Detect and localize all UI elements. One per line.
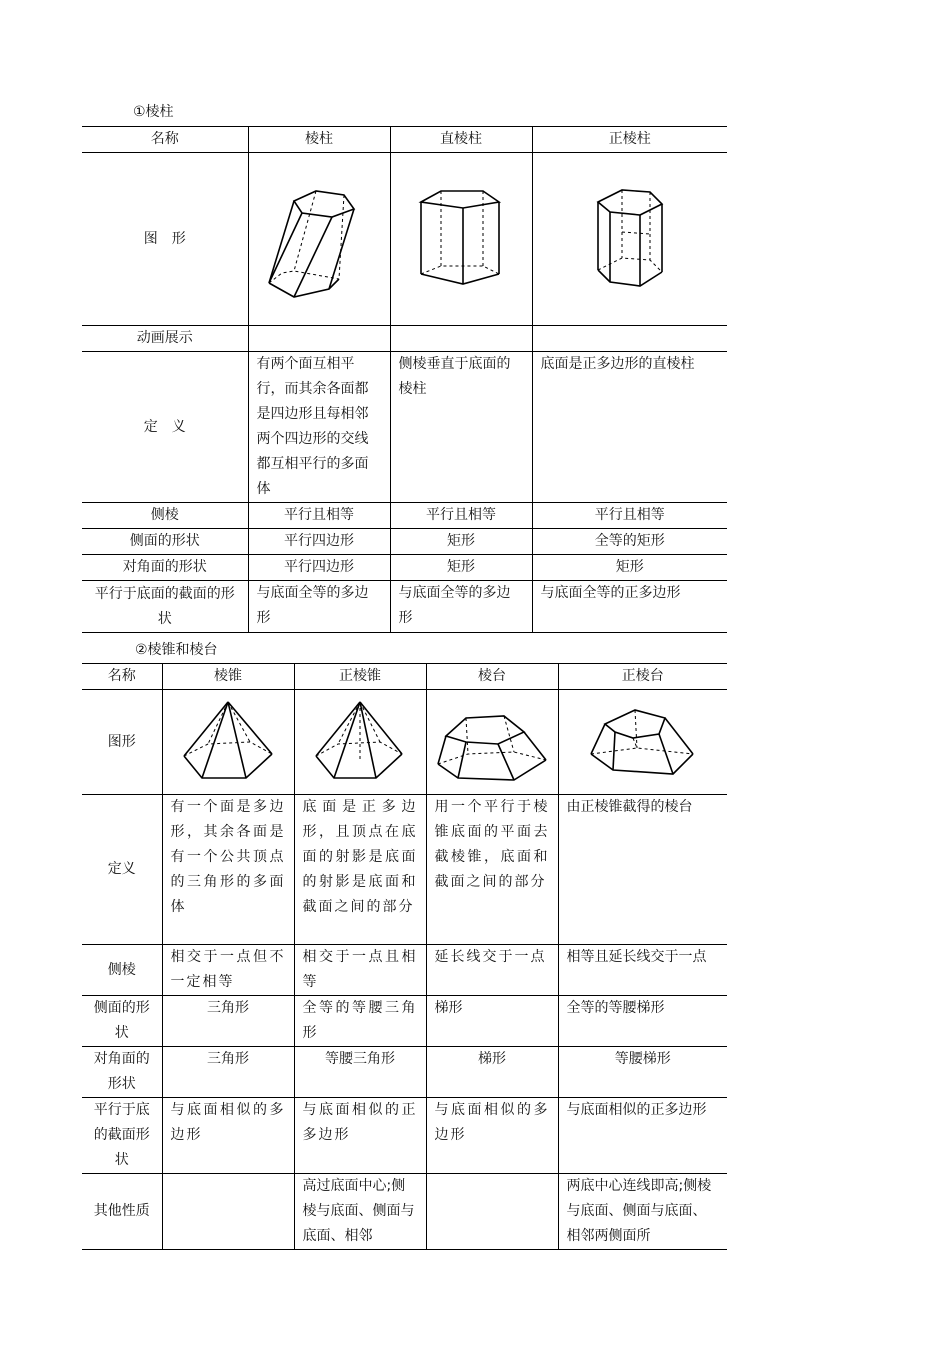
row-label: 对角面的形状 xyxy=(82,555,248,581)
header-frustum: 棱台 xyxy=(426,664,558,690)
row-cell: 与底面相似的多边形 xyxy=(426,1098,558,1174)
right-prism-figure xyxy=(390,153,532,326)
row-label: 侧面的形状 xyxy=(82,996,162,1047)
row-label: 其他性质 xyxy=(82,1174,162,1250)
header-regular-pyramid: 正棱锥 xyxy=(294,664,426,690)
row-cell: 与底面全等的多边形 xyxy=(248,581,390,633)
row-cell: 与底面全等的正多边形 xyxy=(532,581,727,633)
row-cell: 矩形 xyxy=(390,555,532,581)
pyramid-figure-row xyxy=(82,690,727,795)
animation-cell xyxy=(532,326,727,352)
animation-cell xyxy=(390,326,532,352)
figure-label: 图 形 xyxy=(82,153,248,326)
oblique-prism-icon xyxy=(264,179,374,299)
row-cell: 有两个面互相平行，而其余各面都是四边形且每相邻两个四边形的交线都互相平行的多面体 xyxy=(248,352,390,503)
row-cell: 三角形 xyxy=(162,996,294,1047)
row-cell: 平行且相等 xyxy=(248,503,390,529)
row-cell: 侧棱垂直于底面的棱柱 xyxy=(390,352,532,503)
pyramid-row xyxy=(82,996,727,1047)
row-label: 对角面的形状 xyxy=(82,1047,162,1098)
prism-row xyxy=(82,352,727,503)
header-regular-prism: 正棱柱 xyxy=(532,127,727,153)
row-cell: 由正棱锥截得的棱台 xyxy=(558,795,727,945)
row-cell: 有一个面是多边形，其余各面是有一个公共顶点的三角形的多面体 xyxy=(162,795,294,945)
row-cell: 延长线交于一点 xyxy=(426,945,558,996)
prism-row xyxy=(82,555,727,581)
regular-pyramid-icon xyxy=(312,698,408,786)
pyramid-row xyxy=(82,1098,727,1174)
row-cell: 平行且相等 xyxy=(390,503,532,529)
header-name: 名称 xyxy=(82,664,162,690)
row-label: 定 义 xyxy=(82,352,248,503)
row-cell: 相等且延长线交于一点 xyxy=(558,945,727,996)
row-cell: 平行四边形 xyxy=(248,555,390,581)
pyramid-icon xyxy=(180,698,276,786)
row-cell: 三角形 xyxy=(162,1047,294,1098)
right-prism-icon xyxy=(411,184,511,294)
row-cell: 与底面全等的多边形 xyxy=(390,581,532,633)
prism-figure-row xyxy=(82,153,727,326)
prism-row xyxy=(82,503,727,529)
header-right-prism: 直棱柱 xyxy=(390,127,532,153)
row-cell: 全等的等腰梯形 xyxy=(558,996,727,1047)
row-cell: 与底面相似的正多边形 xyxy=(558,1098,727,1174)
row-cell: 高过底面中心;侧棱与底面、侧面与底面、相邻 xyxy=(294,1174,426,1250)
pyramid-table xyxy=(82,663,727,1250)
row-label: 平行于底的截面形状 xyxy=(82,1098,162,1174)
row-cell: 平行且相等 xyxy=(532,503,727,529)
row-cell: 与底面相似的正多边形 xyxy=(294,1098,426,1174)
regular-prism-icon xyxy=(590,182,670,297)
row-cell: 全等的矩形 xyxy=(532,529,727,555)
pyramid-row xyxy=(82,945,727,996)
regular-pyramid-figure xyxy=(294,690,426,795)
header-regular-frustum: 正棱台 xyxy=(558,664,727,690)
header-name: 名称 xyxy=(82,127,248,153)
section2-title: ②棱锥和棱台 xyxy=(135,642,218,658)
prism-header-row xyxy=(82,127,727,153)
regular-frustum-figure xyxy=(558,690,727,795)
animation-cell xyxy=(248,326,390,352)
row-cell: 底面是正多边形，且顶点在底面的射影是底面的射影是底面和截面之间的部分 xyxy=(294,795,426,945)
row-cell: 相交于一点且相等 xyxy=(294,945,426,996)
row-cell: 相交于一点但不一定相等 xyxy=(162,945,294,996)
row-cell: 底面是正多边形的直棱柱 xyxy=(532,352,727,503)
figure-label: 图形 xyxy=(82,690,162,795)
row-cell: 等腰梯形 xyxy=(558,1047,727,1098)
header-prism: 棱柱 xyxy=(248,127,390,153)
row-label: 侧面的形状 xyxy=(82,529,248,555)
row-cell: 等腰三角形 xyxy=(294,1047,426,1098)
prism-row xyxy=(82,529,727,555)
oblique-prism-figure xyxy=(248,153,390,326)
row-cell xyxy=(426,1174,558,1250)
pyramid-row xyxy=(82,1047,727,1098)
frustum-icon xyxy=(436,702,548,782)
pyramid-row xyxy=(82,795,727,945)
pyramid-row xyxy=(82,1174,727,1250)
prism-table xyxy=(82,126,727,633)
row-label: 平行于底面的截面的形状 xyxy=(82,581,248,633)
pyramid-header-row xyxy=(82,664,727,690)
prism-row xyxy=(82,581,727,633)
regular-frustum-icon xyxy=(589,702,697,782)
animation-label: 动画展示 xyxy=(82,326,248,352)
row-cell: 全等的等腰三角形 xyxy=(294,996,426,1047)
row-label: 侧棱 xyxy=(82,503,248,529)
row-cell: 矩形 xyxy=(390,529,532,555)
row-cell xyxy=(162,1174,294,1250)
section1-title: ①棱柱 xyxy=(133,104,174,120)
row-cell: 平行四边形 xyxy=(248,529,390,555)
row-cell: 与底面相似的多边形 xyxy=(162,1098,294,1174)
row-cell: 用一个平行于棱锥底面的平面去截棱锥，底面和截面之间的部分 xyxy=(426,795,558,945)
row-label: 定义 xyxy=(82,795,162,945)
pyramid-figure xyxy=(162,690,294,795)
row-cell: 两底中心连线即高;侧棱与底面、侧面与底面、相邻两侧面所 xyxy=(558,1174,727,1250)
row-cell: 梯形 xyxy=(426,996,558,1047)
row-label: 侧棱 xyxy=(82,945,162,996)
prism-animation-row xyxy=(82,326,727,352)
header-pyramid: 棱锥 xyxy=(162,664,294,690)
row-cell: 梯形 xyxy=(426,1047,558,1098)
row-cell: 矩形 xyxy=(532,555,727,581)
frustum-figure xyxy=(426,690,558,795)
regular-prism-figure xyxy=(532,153,727,326)
